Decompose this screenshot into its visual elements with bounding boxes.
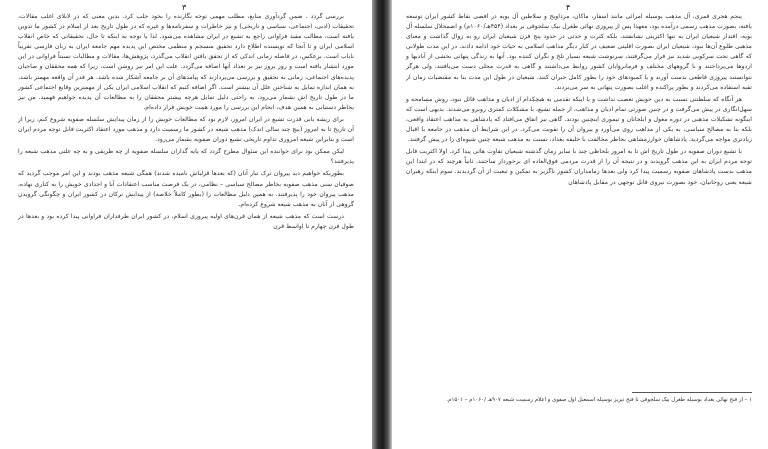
left-paragraph: لیکن ممکن بود برای خواننده این سئوال مطرح گردد که پایه گذاران سلسله صفویه از چه طریقی و به چه علتی مذهب شیعه را پذیرفتند؟ (18, 148, 354, 166)
left-paragraph: برای ریشه یابی قدرت تشیع در ایران امروز، لازم بود که مطالعات خویش را از زمان پیدایش سلسله صفویه شروع کنم، زیرا از آن تاریخ تا به امروز (بیچ چند سالی اندک) مذهب شیعه در کشور ما رسمیت دارد و مذهب مورد اعتقاد اکثریت قابل توجه مردم ایران است و بنابراین شیعه امروزی تداوم تاریخی تشیع دوران صفویه بشمار می‌رود. (18, 115, 354, 144)
right-page-text (406, 12, 752, 190)
left-paragraph: بررسی گردد . ضمن گردآوری منابع، مطلب مهمی توجه نگارنده را بخود جلب کرد. بدین معنی که در لابلای اغلب مقالات، تحقیقات (ادبی، اجتماعی، سیاسی و تاریخی) و نیز خاطرات و سفرنامه‌ها و غیره که در طول تاریخ بعد از اسلام در کشور ما تدوین یافته است، مطالب مفید فراوانی راجع به تشیع در ایران مشاهده می‌شود. لذا با توجه به اینکه تا حال، تحقیقاتی که خاص انقلاب اسلامی ایران و تا آنجا که نویسنده اطلاع دارد تحقیق منسجم و منظمی مختص این پدیده مهم جامعه ایران به زبان فارسی تقریباً نایاب است. برعکس، در فاصله زمانی اندکی که از تحقق یافتن انقلاب می‌گذرد، پژوهش‌ها، مقالات و مطالبات نسبتاً فراوانی در این مورد انتشار یافته است و روز بروز نیز بر تعداد آنها اضافه می‌گردد. علت این امر نیز روشن است، زیرا که همه محققان و صاحبان پدیده‌های اجتماعی، زمانی به تحقیق و بررسی می‌پردازند که پیامدهای آن بر جامعه آشکار شده باشد. هر قدر آن واقعه مهمتر باشد، به همان اندازه تمایل به شناختن علل آن بیشتر است. اگر اضافه کنیم که انقلاب اسلامی ایران یکی از مهمترین وقایع اجتماعی کشور ما در طول تاریخ اش بشمار می‌رود، به راحتی دلیل تمایل هرچه بیشتر محققان را به مطالعات آن پدیده خواهیم فهمید. من نیز بخاطر دستیابی به همین هدف، انجام این بررسی را مورد همت خویش قرار داده‌ام. (18, 13, 354, 111)
book-gutter (372, 0, 392, 449)
left-page (0, 0, 372, 449)
right-paragraph: هر آنگاه که سلطنتی نسبت به دین خویش تعصب نداشت و یا اینکه تقدمی به هیچکدام از ادیان و مذاهب قائل نبود، روش مسامحه و سهل‌انگاری در پیش می‌گرفت و در چنین صورتی تمام ادیان و مذاهب، از جمله تشیع، با مشکلات کمتری روبرو می‌شدند. بدیهی است که اینگونه تشکیلات مذهبی در دوره مغول و ایلخانان و تیموری اینچنین بودند. گاهی نیز اتفاق می‌افتاد که پادشاهی به مذاهب اعتقاد واقعی، بلکه بنا به مصالح سیاسی، به یکی از مذاهب روی می‌آورد و پیروان آن را تقویت می‌کرد. در این شرایط آن مذهب در جامعه با اقبال زیادتری مواجه می‌گردید. پادشاهان خوارزمشاهی بخاطر مخالفت با خلیفه بغداد، نسبت به مذهب شیعه چنین شیوه‌ای را در پیش گرفتند. (406, 95, 752, 144)
right-paragraph: با تشیع دوران صفویه در طول تاریخ اش تا به امروز بلحاظی چند با سایر زمان گذشته شیعیان تفاوت هائی پیدا کرد. اولا اکثریت قابل توجه مردم ایران به این مذهب گرویدند و در نتیجه آن را از قدرت مردمی فوق‌العاده ای برخوردار ساختند. ثانیاً هرچند که در ابتدا این مذهب بدست پادشاهان صفویه رسمیت پیدا کرد ولی بعدها زمامداران کشور ناگزیر به تمکین و تبعیت از آن گردیدند. سوم اینکه رهبران شیعه یعنی روحانیان، خود بصورت نیروی قابل توجهی در مقابل پادشاهان (406, 148, 752, 186)
page-number-left: ۳ (182, 3, 187, 12)
right-page (392, 0, 768, 449)
footnote: ۱ – از فتح نهائی بغداد بوسیله طغرل بیک سلجوقی تا فتح تبریز بوسیله اسمعیل اول صفوی و اعلام رسمیت شیعه ۹۰۷هـ /۱۰۶۰م – ۱۵۰۱م. (446, 397, 752, 403)
page-number-right: ۴ (566, 3, 571, 12)
right-paragraph: پنجم هجری قمری، آل مذهب بوسیله امرائی مانند اسفار، ماکان، مرداویج و سلاطین آل بویه در اقصی نقاط کشور ایران توسعه یافته، بصورت مذهب رسمی درآمده بود، معهذا پس از پیروزی نهائی طغرل بیک سلجوقی بر بغداد (۴۵۴هـ/۱۰۶۰م) و اضمحلال سلسله آل بویه، اقتدار شیعیان ایران به تنها اکثریتی نشانفتند، بلکه کثرت و حدتی در حدود پنج قرن شیعیان ایران رو به زوال گذاشت و معنای مذهبی طلوع آن‌ها نبود، شیعیان ایران بصورت اقلیتی ضعیف در کنار دیگر مذاهب اسلامی به حیات خود ادامه دادند. در این مدت طولانی که گاهی تحت سرکوبی شدید نیز قرار می‌گرفتند، سرنوشت شیعه بسیار تلخ و نگران کننده بود. آنها به زندگی پنهانی بخشی از آبادیها و اردوها می‌پرداختند و با گروههای مختلف و فرمانروایان کشور روابط می‌داشتند و گاهی به قدرت محلی دست می‌یافتند، ولی هرگز نتوانستند پیروزی قاطعی بدست آورند و یا کمبودهای خود را بطور کامل جبران کنند. شیعیان در طول این مدت بنا به مقتضیات زمان از تقیه استفاده می‌کردند و بطور پراکنده و اغلب بصورت پنهانی به سر می‌بردند. (406, 13, 752, 91)
left-page-text (18, 12, 354, 234)
left-paragraph: درست است که مذهب شیعه از همان قرن‌های اولیه پیروزی اسلام، در کشور ایران طرفداران فراوانی پیدا کرده بود و بعدها در طول قرن چهارم تا اواسط قرن (18, 212, 354, 230)
footnote-divider (632, 392, 752, 393)
left-paragraph: بطوریکه خواهیم دید پیروان ترک تبار آنان (که بعدها قزلباش نامیده شدند) همگی شیعه مذهب بودند و این امر موجب گردید که صوفیان سنی مذهب صفویه بخاطر مصالح سیاسی – نظامی، در یک فرصت مناسب اعتقادات آبا و اجدادی خویش را به کناری نهاده، مذهب پیروان خود را پذیرفتند. به همین دلیل مطالعات را (بطور کاملاً خلاصه) از پیدایش ترکان در کشور ایران و چگونگی گرویدن گروهی از آنان به مذهب شیعه شروع کرده‌ام. (18, 170, 354, 208)
